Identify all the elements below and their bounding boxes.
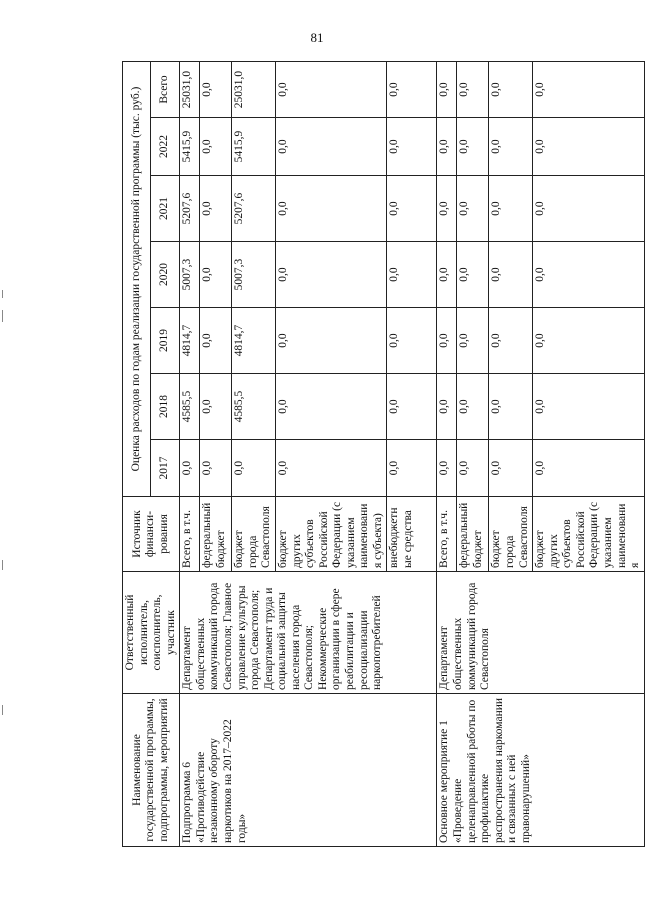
margin-mark [2,290,3,298]
value-cell: 0,0 [533,176,645,242]
value-cell: 5007,3 [232,242,276,308]
value-cell: 0,0 [275,176,387,242]
header-name: Наименование государственной программы, подпрограммы, мероприятий [123,694,180,847]
value-cell: 4814,7 [180,308,200,374]
value-cell: 0,0 [489,62,533,118]
value-cell: 0,0 [200,308,232,374]
value-cell: 0,0 [533,374,645,440]
value-cell: 0,0 [437,118,457,176]
value-cell: 0,0 [533,118,645,176]
value-cell: 0,0 [489,118,533,176]
event-executor: Департамент общественных коммуникаций города Севастополя [437,572,644,694]
header-executor: Ответственный исполнитель, соисполнитель, участник [123,572,180,694]
value-cell: 0,0 [275,62,387,118]
value-cell: 0,0 [387,62,437,118]
table-row [180,62,200,847]
program-name: Подпрограмма 6 «Противодействие незаконному обороту наркотиков на 2017–2022 годы» [180,694,437,847]
value-cell: 0,0 [200,62,232,118]
program-executor: Департамент общественных коммуникаций города Севастополя; Главное управление культуры города Севастополя; Департамент труда и социальной защиты населения города Севастополя; Некоммерческие организации в сфере реабилитации и ресоциализации наркопотребителей [180,572,437,694]
header-year: 2022 [150,118,180,176]
value-cell: 0,0 [437,374,457,440]
value-cell: 0,0 [437,308,457,374]
value-cell: 4585,5 [180,374,200,440]
value-cell: 0,0 [387,118,437,176]
value-cell: 0,0 [387,440,437,497]
value-cell: 0,0 [200,176,232,242]
value-cell: 0,0 [275,308,387,374]
source-cell: бюджет других субъектов Российской Федерации (с указанием наименования субъекта) [275,497,387,572]
value-cell: 0,0 [457,374,489,440]
header-source: Источник финанси-рования [123,497,180,572]
source-cell: бюджет города Севастополя [489,497,533,572]
margin-mark [2,560,3,570]
value-cell: 5207,6 [180,176,200,242]
value-cell: 0,0 [200,242,232,308]
value-cell: 0,0 [387,308,437,374]
value-cell: 0,0 [533,62,645,118]
value-cell: 0,0 [489,308,533,374]
value-cell: 0,0 [275,374,387,440]
value-cell: 0,0 [387,176,437,242]
value-cell: 4585,5 [232,374,276,440]
value-cell: 0,0 [387,242,437,308]
value-cell: 5207,6 [232,176,276,242]
header-estimate: Оценка расходов по годам реализации государственной программы (тыс. руб.) [123,62,151,497]
header-total: Всего [150,62,180,118]
source-cell: внебюджетные средства [387,497,437,572]
value-cell: 0,0 [275,118,387,176]
value-cell: 4814,7 [232,308,276,374]
page-number: 81 [310,30,324,45]
value-cell: 0,0 [457,118,489,176]
value-cell: 0,0 [437,440,457,497]
budget-table [122,61,645,847]
value-cell: 0,0 [275,242,387,308]
value-cell: 0,0 [437,176,457,242]
header-year: 2019 [150,308,180,374]
source-cell: Всего, в т.ч. [437,497,457,572]
header-year: 2020 [150,242,180,308]
value-cell: 0,0 [457,242,489,308]
margin-mark [2,310,3,322]
value-cell: 0,0 [200,440,232,497]
value-cell: 5415,9 [180,118,200,176]
value-cell: 0,0 [533,440,645,497]
value-cell: 0,0 [232,440,276,497]
value-cell: 0,0 [457,62,489,118]
value-cell: 0,0 [200,118,232,176]
event-name: Основное мероприятие 1 «Проведение целенаправленной работы по профилактике распространения наркомании и связанных с ней правонарушений» [437,694,644,847]
value-cell: 0,0 [387,374,437,440]
value-cell: 0,0 [457,308,489,374]
value-cell: 0,0 [489,176,533,242]
header-year: 2018 [150,374,180,440]
source-cell: бюджет города Севастополя [232,497,276,572]
value-cell: 0,0 [437,242,457,308]
value-cell: 5007,3 [180,242,200,308]
source-cell: федеральный бюджет [200,497,232,572]
value-cell: 0,0 [489,374,533,440]
value-cell: 0,0 [275,440,387,497]
header-year: 2021 [150,176,180,242]
source-cell: федеральный бюджет [457,497,489,572]
value-cell: 0,0 [457,440,489,497]
value-cell: 0,0 [533,242,645,308]
source-cell: Всего, в т.ч. [180,497,200,572]
header-year: 2017 [150,440,180,497]
value-cell: 0,0 [457,176,489,242]
value-cell: 25031,0 [232,62,276,118]
value-cell: 0,0 [200,374,232,440]
value-cell: 5415,9 [232,118,276,176]
value-cell: 0,0 [437,62,457,118]
value-cell: 0,0 [489,440,533,497]
value-cell: 25031,0 [180,62,200,118]
value-cell: 0,0 [180,440,200,497]
value-cell: 0,0 [533,308,645,374]
margin-mark [2,705,3,715]
value-cell: 0,0 [489,242,533,308]
table-row [437,62,457,847]
rotated-table-area [122,62,642,847]
source-cell: бюджет других субъектов Российской Федерации (с указанием наименования [533,497,645,572]
